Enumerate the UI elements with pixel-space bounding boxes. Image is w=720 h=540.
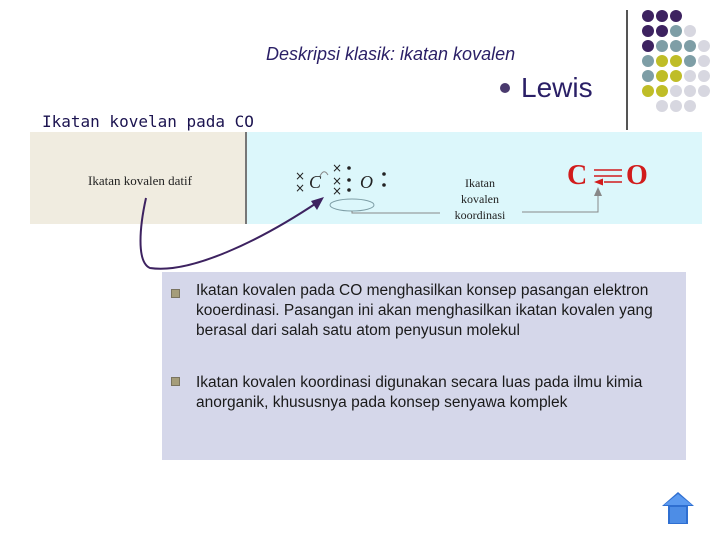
svg-text:×: × [332,161,343,175]
svg-text:×: × [332,174,343,188]
title-divider-line [626,10,628,130]
home-arrow-up-icon[interactable] [660,490,696,526]
label-koordinasi-line-2: kovalen [461,192,499,206]
content-item-2: Ikatan kovalen koordinasi digunakan secara luas pada ilmu kimia anorganik, khususnya pada konsep senyawa komplek [196,374,643,411]
round-bullet-icon [500,83,510,93]
atom-c: C [567,160,588,191]
atom-o: O [626,160,648,191]
decorative-dot-grid [640,8,720,118]
label-koordinasi-line-3: koordinasi [454,208,506,222]
section-subtitle: Ikatan kovelan pada CO [42,112,254,131]
label-koordinasi-line-1: Ikatan [465,176,495,190]
slide-title: Deskripsi klasik: ikatan kovalen [266,44,516,64]
lewis-c-symbol: C [309,172,322,192]
label-koordinasi [440,175,520,223]
square-bullet-icon [171,377,180,386]
svg-text:×: × [332,184,343,198]
svg-text:×: × [295,181,306,195]
lewis-bullet-text: Lewis [521,72,593,103]
content-item-1: Ikatan kovalen pada CO menghasilkan konsep pasangan elektron kooerdinasi. Pasangan ini akan menghasilkan ikatan kovalen yang berasal dari salah satu atom penyusun molekul [196,282,653,339]
diagram-divider [245,132,247,224]
label-datif: Ikatan kovalen datif [88,173,192,188]
lewis-o-symbol: O [360,172,373,192]
svg-text:×: × [295,169,306,183]
square-bullet-icon [171,289,180,298]
